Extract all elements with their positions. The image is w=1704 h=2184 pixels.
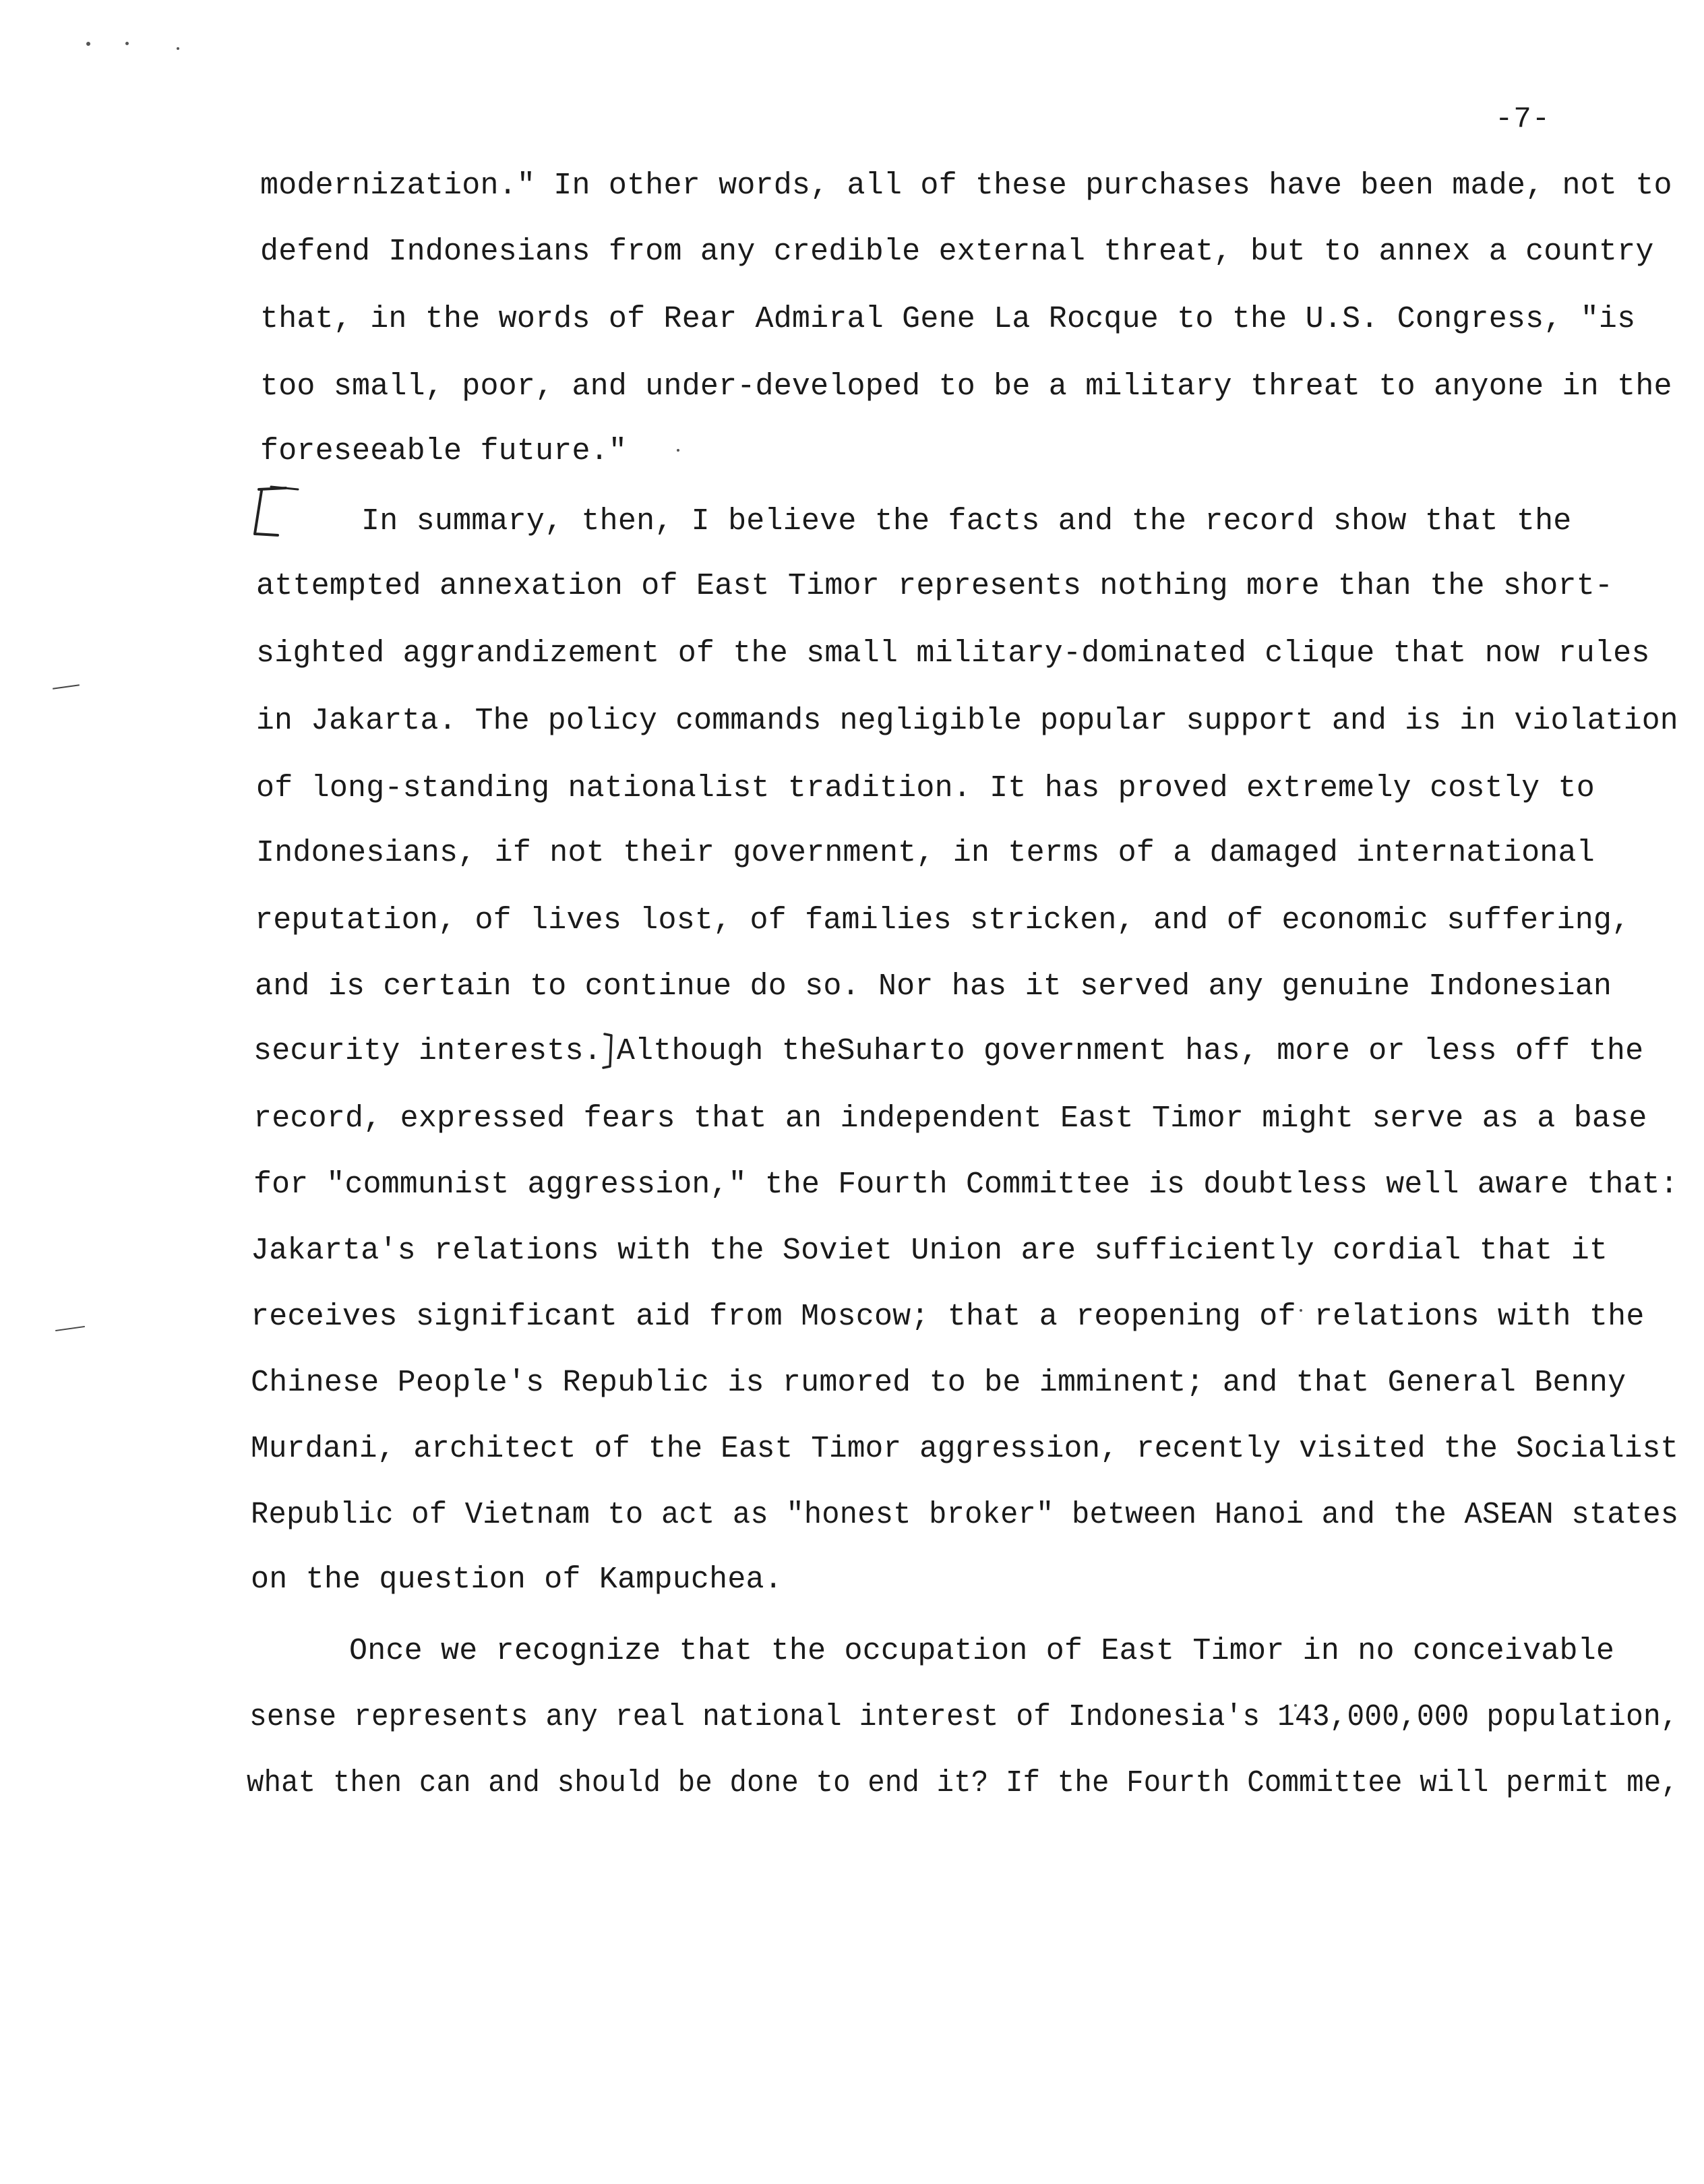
body-line: defend Indonesians from any credible external threat, but to annex a country: [260, 235, 1654, 269]
body-line: Chinese People's Republic is rumored to be imminent; and that General Benny: [251, 1366, 1626, 1400]
body-line: in Jakarta. The policy commands negligible popular support and is in violation: [256, 704, 1678, 738]
body-line: modernization." In other words, all of these purchases have been made, not to: [260, 169, 1672, 203]
paragraph-start-line: Once we recognize that the occupation of East Timor in no conceivable: [349, 1634, 1615, 1668]
body-line: attempted annexation of East Timor represents nothing more than the short-: [256, 569, 1614, 603]
body-line: [253, 1031, 1643, 1072]
bracketed-text: security interests.: [253, 1034, 602, 1068]
body-line: Murdani, architect of the East Timor aggression, recently visited the Socialist: [251, 1432, 1679, 1466]
body-line: that, in the words of Rear Admiral Gene La Rocque to the U.S. Congress, "is: [260, 302, 1636, 336]
body-line: sighted aggrandizement of the small military-dominated clique that now rules: [256, 636, 1650, 671]
body-line: Jakarta's relations with the Soviet Union are sufficiently cordial that it: [251, 1234, 1608, 1268]
body-line: receives significant aid from Moscow; that a reopening of relations with the: [251, 1300, 1645, 1334]
body-line: Republic of Vietnam to act as "honest broker" between Hanoi and the ASEAN states: [251, 1498, 1679, 1532]
body-line: of long-standing nationalist tradition. It has proved extremely costly to: [256, 771, 1595, 806]
body-line: on the question of Kampuchea.: [251, 1563, 783, 1597]
body-line: record, expressed fears that an independent East Timor might serve as a base: [253, 1101, 1647, 1136]
body-line: too small, poor, and under-developed to be a military threat to anyone in the: [260, 369, 1672, 404]
page-number: -7-: [1495, 102, 1551, 136]
body-line: what then can and should be done to end it? If the Fourth Committee will permit me,: [247, 1766, 1679, 1800]
body-line: for "communist aggression," the Fourth Committee is doubtless well aware that:: [253, 1167, 1678, 1202]
margin-mark: [55, 1326, 85, 1331]
scan-speck: [177, 47, 179, 50]
body-line: sense represents any real national interest of Indonesia's 143,000,000 population,: [249, 1700, 1678, 1734]
body-line: foreseeable future.": [260, 434, 628, 468]
sentence-text: Although theSuharto government has, more or less off the: [616, 1034, 1644, 1068]
handwritten-close-bracket-mark: [602, 1031, 617, 1072]
scan-speck: [125, 42, 129, 45]
body-line: Indonesians, if not their government, in terms of a damaged international: [256, 836, 1595, 870]
body-line: reputation, of lives lost, of families stricken, and of economic suffering,: [255, 903, 1631, 938]
scan-speck: [677, 449, 679, 452]
handwritten-bracket-mark: [244, 484, 305, 545]
paragraph-start-line: In summary, then, I believe the facts and the record show that the: [361, 504, 1572, 539]
margin-mark: [53, 684, 80, 690]
body-line: and is certain to continue do so. Nor has it served any genuine Indonesian: [255, 969, 1612, 1004]
scan-speck: [86, 42, 90, 46]
